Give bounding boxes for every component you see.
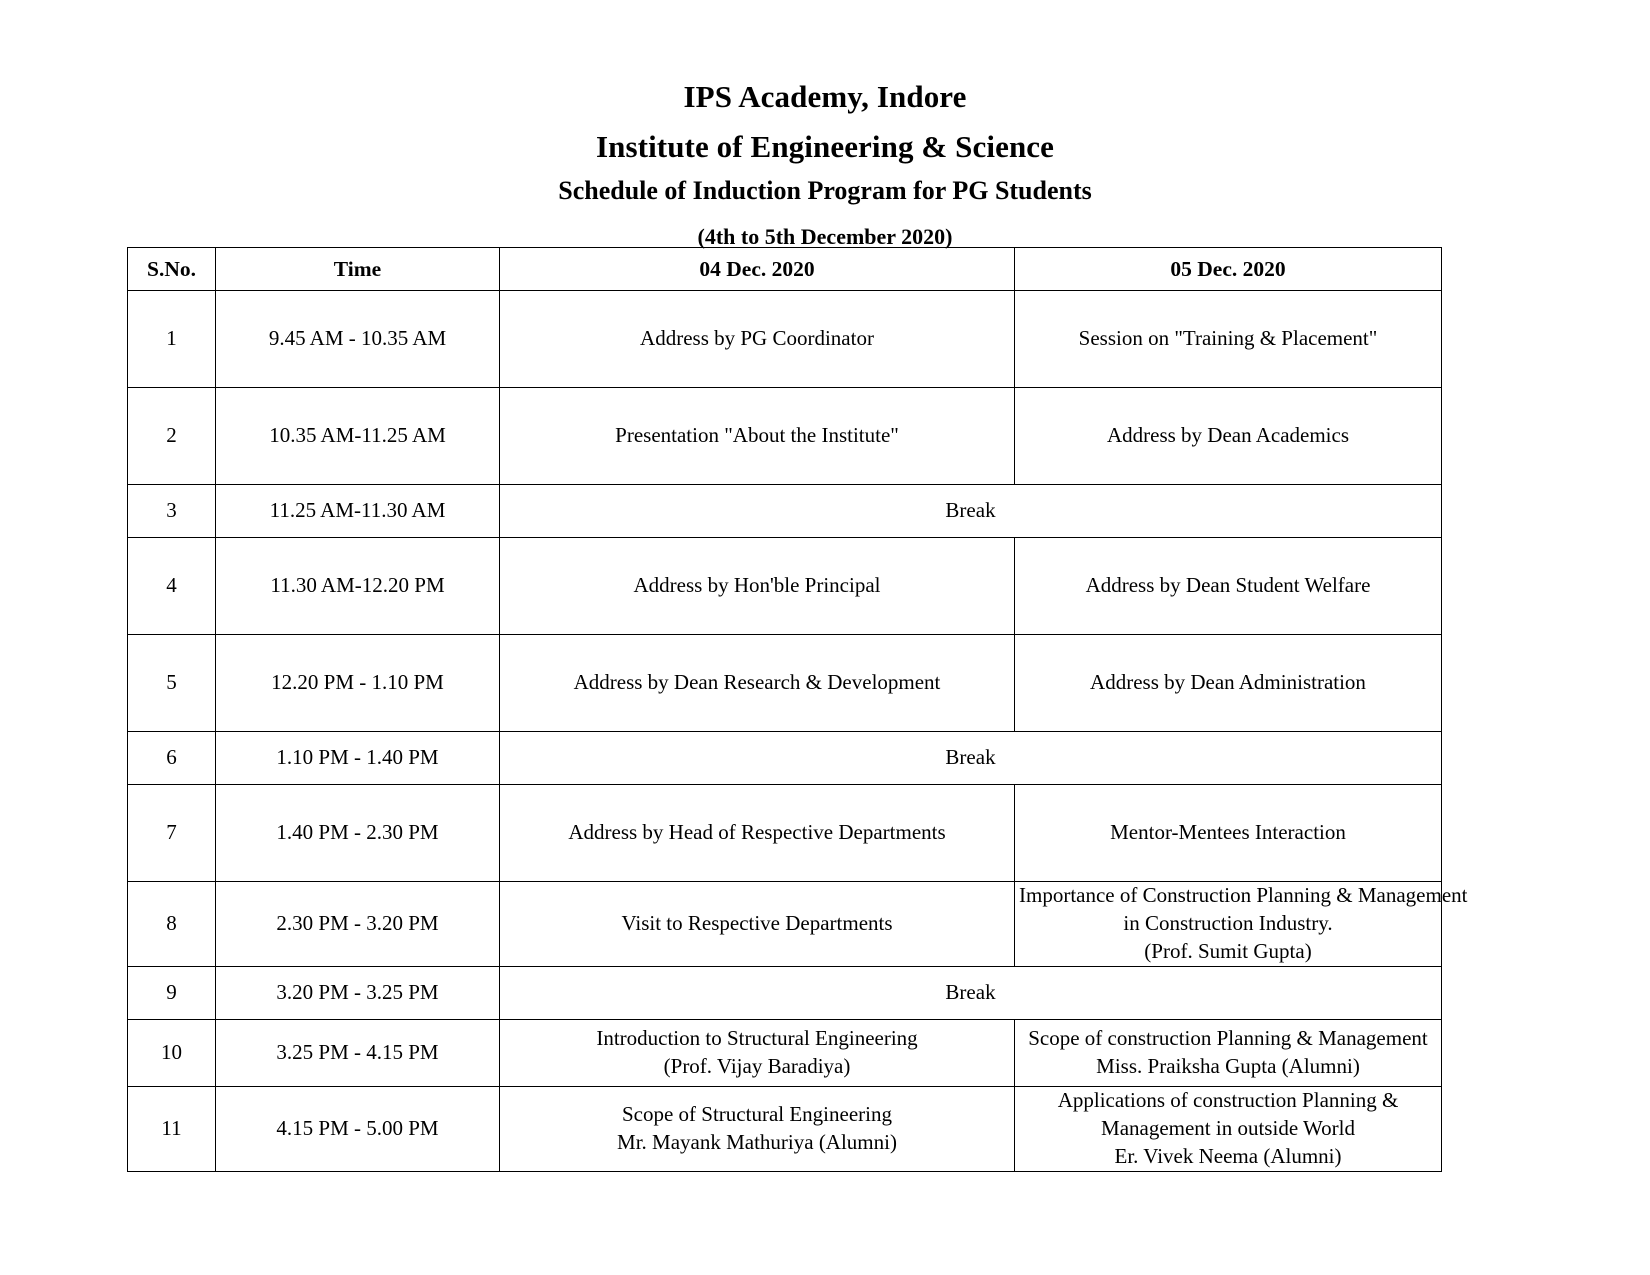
cell-time-slot: 9.45 AM - 10.35 AM bbox=[216, 291, 500, 388]
cell-time-slot: 1.10 PM - 1.40 PM bbox=[216, 732, 500, 785]
cell-time-slot: 2.30 PM - 3.20 PM bbox=[216, 882, 500, 967]
cell-serial-number: 9 bbox=[128, 966, 216, 1019]
document-heading bbox=[0, 0, 1650, 250]
cell-day1-activity bbox=[500, 1086, 1015, 1171]
activity-line: Mr. Mayank Mathuriya (Alumni) bbox=[617, 1129, 897, 1154]
schedule-table-wrapper bbox=[127, 247, 1468, 1172]
table-body bbox=[128, 291, 1468, 1172]
cell-serial-number: 11 bbox=[128, 1086, 216, 1171]
activity-line: in Construction Industry. bbox=[1123, 910, 1333, 935]
activity-line: Introduction to Structural Engineering bbox=[596, 1025, 918, 1050]
cell-time-slot: 12.20 PM - 1.10 PM bbox=[216, 635, 500, 732]
activity-line: Address by PG Coordinator bbox=[640, 326, 874, 351]
activity-line: Address by Dean Academics bbox=[1106, 423, 1349, 448]
activity-line: Address by Hon'ble Principal bbox=[633, 573, 881, 598]
activity-line: Mentor-Mentees Interaction bbox=[1110, 820, 1346, 845]
cell-serial-number: 6 bbox=[128, 732, 216, 785]
institution-title: IPS Academy, Indore bbox=[683, 79, 967, 114]
table-row bbox=[128, 1086, 1442, 1171]
column-header-day1: 04 Dec. 2020 bbox=[500, 248, 1015, 291]
table-row bbox=[128, 966, 1442, 1019]
activity-line: Miss. Praiksha Gupta (Alumni) bbox=[1096, 1053, 1360, 1078]
cell-day1-activity bbox=[500, 388, 1015, 485]
cell-time-slot: 10.35 AM-11.25 AM bbox=[216, 388, 500, 485]
activity-line: Address by Dean Administration bbox=[1090, 670, 1366, 695]
activity-line: Importance of Construction Planning & Management bbox=[1019, 883, 1468, 907]
cell-day2-activity bbox=[1015, 538, 1442, 635]
activity-line: Address by Head of Respective Departments bbox=[568, 820, 946, 845]
cell-day1-activity bbox=[500, 291, 1015, 388]
table-row bbox=[128, 732, 1442, 785]
activity-line: Scope of Structural Engineering bbox=[621, 1101, 892, 1126]
activity-line: Scope of construction Planning & Management bbox=[1028, 1025, 1428, 1050]
cell-break: Break bbox=[500, 966, 1442, 1019]
cell-time-slot: 4.15 PM - 5.00 PM bbox=[216, 1086, 500, 1171]
cell-serial-number: 8 bbox=[128, 882, 216, 967]
schedule-dates: (4th to 5th December 2020) bbox=[697, 223, 953, 249]
cell-day1-activity bbox=[500, 882, 1015, 967]
activity-line: Address by Dean Student Welfare bbox=[1085, 573, 1371, 598]
cell-day2-activity bbox=[1015, 635, 1442, 732]
cell-day2-activity bbox=[1015, 291, 1442, 388]
cell-break: Break bbox=[500, 732, 1442, 785]
cell-day1-activity bbox=[500, 1019, 1015, 1086]
cell-serial-number: 5 bbox=[128, 635, 216, 732]
cell-time-slot: 3.20 PM - 3.25 PM bbox=[216, 966, 500, 1019]
activity-line: Applications of construction Planning & bbox=[1057, 1087, 1399, 1112]
cell-serial-number: 4 bbox=[128, 538, 216, 635]
schedule-table bbox=[127, 247, 1468, 1172]
cell-break: Break bbox=[500, 485, 1442, 538]
cell-day2-activity bbox=[1015, 882, 1468, 967]
cell-day1-activity bbox=[500, 635, 1015, 732]
cell-day1-activity bbox=[500, 538, 1015, 635]
activity-line: Address by Dean Research & Development bbox=[573, 670, 941, 695]
table-row bbox=[128, 538, 1442, 635]
table-row bbox=[128, 485, 1442, 538]
column-header-time: Time bbox=[216, 248, 500, 291]
activity-line: (Prof. Vijay Baradiya) bbox=[663, 1053, 851, 1078]
table-row bbox=[128, 1019, 1442, 1086]
cell-day2-activity bbox=[1015, 785, 1442, 882]
activity-line: Management in outside World bbox=[1101, 1115, 1355, 1140]
activity-line: (Prof. Sumit Gupta) bbox=[1144, 938, 1312, 963]
table-row bbox=[128, 291, 1442, 388]
cell-serial-number: 7 bbox=[128, 785, 216, 882]
table-header-row bbox=[128, 248, 1442, 291]
column-header-day2: 05 Dec. 2020 bbox=[1015, 248, 1442, 291]
cell-time-slot: 1.40 PM - 2.30 PM bbox=[216, 785, 500, 882]
cell-serial-number: 3 bbox=[128, 485, 216, 538]
table-row bbox=[128, 882, 1442, 967]
table-row bbox=[128, 785, 1442, 882]
activity-line: Session on "Training & Placement" bbox=[1078, 326, 1378, 351]
activity-line: Visit to Respective Departments bbox=[621, 910, 893, 935]
cell-day2-activity bbox=[1015, 1086, 1442, 1171]
cell-serial-number: 2 bbox=[128, 388, 216, 485]
cell-day2-activity bbox=[1015, 388, 1442, 485]
table-row bbox=[128, 388, 1442, 485]
cell-time-slot: 11.30 AM-12.20 PM bbox=[216, 538, 500, 635]
cell-time-slot: 11.25 AM-11.30 AM bbox=[216, 485, 500, 538]
column-header-sno: S.No. bbox=[128, 248, 216, 291]
cell-day1-activity bbox=[500, 785, 1015, 882]
table-row bbox=[128, 635, 1442, 732]
cell-day2-activity bbox=[1015, 1019, 1442, 1086]
department-title: Institute of Engineering & Science bbox=[595, 128, 1055, 164]
table-header bbox=[128, 248, 1442, 291]
schedule-subtitle: Schedule of Induction Program for PG Students bbox=[558, 175, 1092, 205]
activity-line: Er. Vivek Neema (Alumni) bbox=[1114, 1143, 1342, 1168]
cell-serial-number: 10 bbox=[128, 1019, 216, 1086]
activity-line: Presentation "About the Institute" bbox=[615, 423, 899, 448]
cell-time-slot: 3.25 PM - 4.15 PM bbox=[216, 1019, 500, 1086]
cell-serial-number: 1 bbox=[128, 291, 216, 388]
